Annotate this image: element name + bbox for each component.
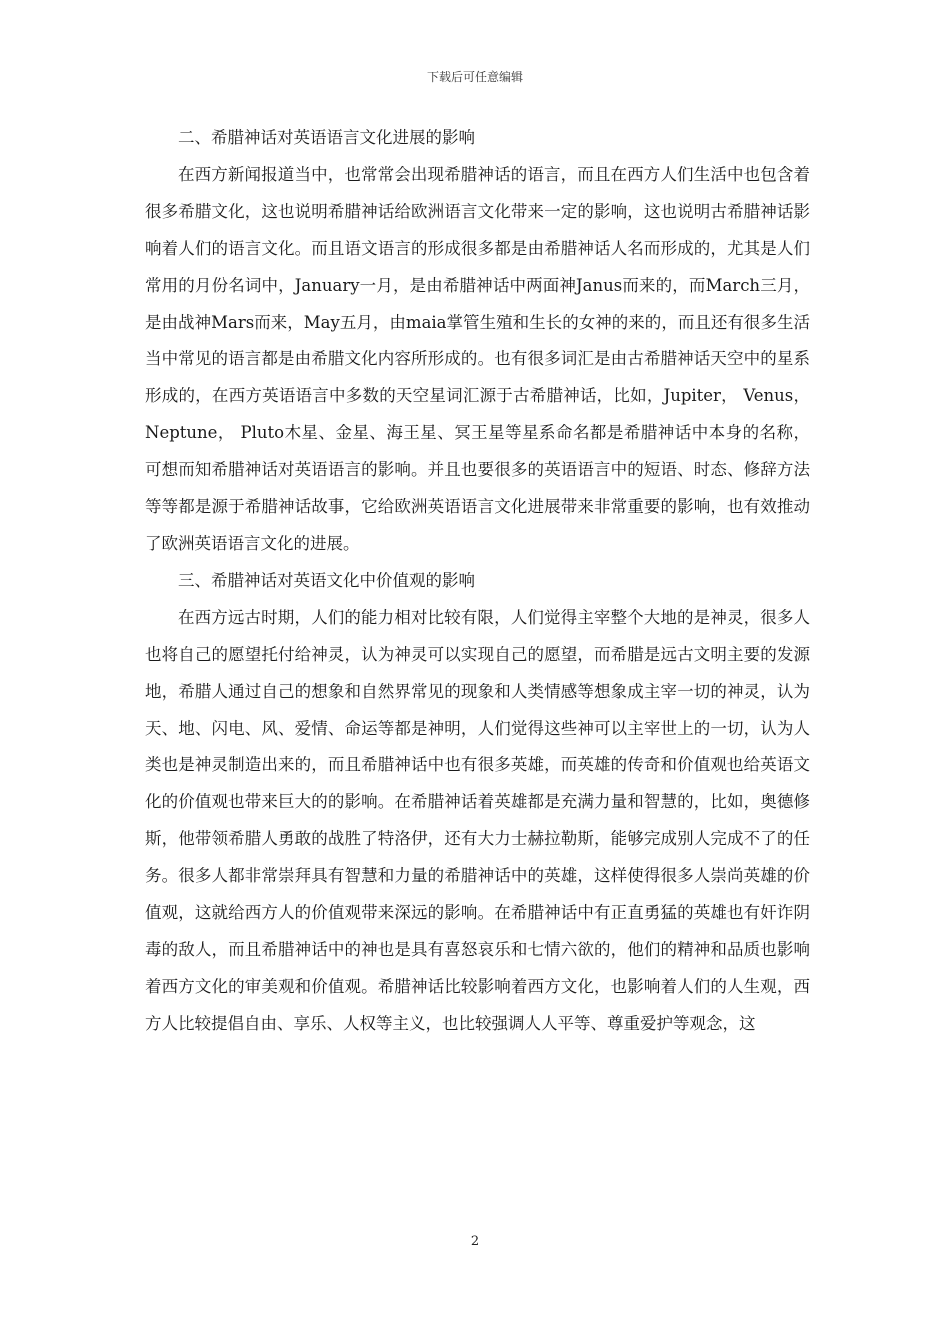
section-paragraph-2: 在西方新闻报道当中，也常常会出现希腊神话的语言，而且在西方人们生活中也包含着很多希腊文化，这也说明希腊神话给欧洲语言文化带来一定的影响，这也说明古希腊神话影响着人们的语言文化。而且语文语言的形成很多都是由希腊神话人名而形成的，尤其是人们常用的月份名词中，January一月，是由希腊神话中两面神Janus而来的，而March三月，是由战神Mars而来，May五月，由maia掌管生殖和生长的女神的来的，而且还有很多生活当中常见的语言都是由希腊文化内容所形成的。也有很多词汇是由古希腊神话天空中的星系形成的，在西方英语语言中多数的天空星词汇源于古希腊神话，比如，Jupiter， Venus， Neptune， Pluto木星、金星、海王星、冥王星等星系命名都是希腊神话中本身的名称，可想而知希腊神话对英语语言的影响。并且也要很多的英语语言中的短语、时态、修辞方法等等都是源于希腊神话故事，它给欧洲英语语言文化进展带来非常重要的影响，也有效推动了欧洲英语语言文化的进展。: [145, 164, 810, 553]
section-heading-2: 二、希腊神话对英语语言文化进展的影响: [178, 128, 475, 147]
section-paragraph-3: 在西方远古时期，人们的能力相对比较有限，人们觉得主宰整个大地的是神灵，很多人也将自己的愿望托付给神灵，认为神灵可以实现自己的愿望，而希腊是远古文明主要的发源地，希腊人通过自己的想象和自然界常见的现象和人类情感等想象成主宰一切的神灵，认为天、地、闪电、风、爱情、命运等都是神明，人们觉得这些神可以主宰世上的一切，认为人类也是神灵制造出来的，而且希腊神话中也有很多英雄，而英雄的传奇和价值观也给英语文化的价值观也带来巨大的的影响。在希腊神话着英雄都是充满力量和智慧的，比如，奥德修斯，他带领希腊人勇敢的战胜了特洛伊，还有大力士赫拉勒斯，能够完成别人完成不了的任务。很多人都非常崇拜具有智慧和力量的希腊神话中的英雄，这样使得很多人崇尚英雄的价值观，这就给西方人的价值观带来深远的影响。在希腊神话中有正直勇猛的英雄也有奸诈阴毒的敌人，而且希腊神话中的神也是具有喜怒哀乐和七情六欲的，他们的精神和品质也影响着西方文化的审美观和价值观。希腊神话比较影响着西方文化，也影响着人们的人生观，西方人比较提倡自由、享乐、人权等主义，也比较强调人人平等、尊重爱护等观念，这: [145, 607, 810, 1033]
page-header: 下载后可任意编辑: [426, 70, 523, 84]
page-number: 2: [470, 1234, 480, 1249]
document-body: [145, 120, 810, 1043]
section-heading-3: 三、希腊神话对英语文化中价值观的影响: [178, 570, 475, 590]
